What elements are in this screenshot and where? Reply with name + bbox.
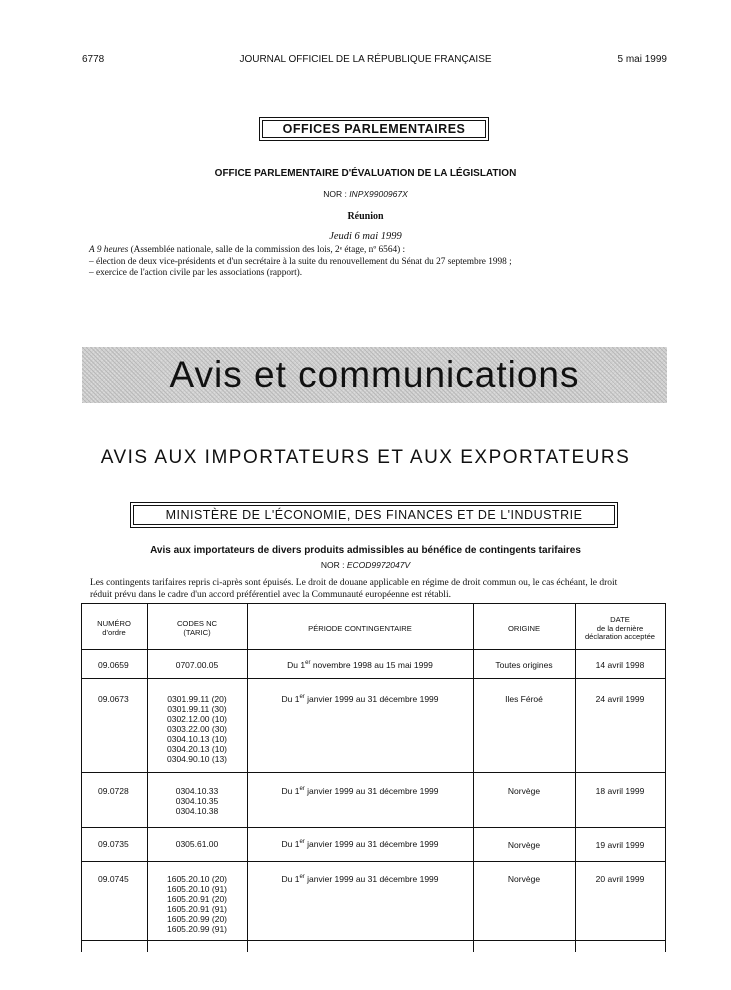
header-date-line: de la dernière bbox=[596, 623, 644, 633]
agenda-time: A 9 heures bbox=[89, 245, 129, 255]
row-numero: 09.0659 bbox=[98, 660, 129, 670]
row-date: 19 avril 1999 bbox=[595, 840, 645, 850]
row-periode bbox=[247, 874, 473, 884]
row-origine: Norvège bbox=[507, 840, 541, 850]
row-codes bbox=[147, 694, 247, 764]
periode-sup: er bbox=[299, 839, 305, 845]
meeting-date: Jeudi 6 mai 1999 bbox=[329, 231, 402, 242]
row-date: 20 avril 1999 bbox=[595, 874, 645, 884]
periode-part: janvier 1999 au 31 décembre 1999 bbox=[304, 839, 439, 849]
header-periode: PÉRIODE CONTINGENTAIRE bbox=[308, 624, 412, 633]
periode-part: Du 1 bbox=[281, 786, 300, 796]
section-banner bbox=[82, 347, 667, 403]
periode-part: janvier 1999 au 31 décembre 1999 bbox=[304, 786, 439, 796]
row-code: 0707.00.05 bbox=[175, 660, 219, 670]
banner-text: Avis et communications bbox=[169, 354, 580, 395]
row-numero: 09.0735 bbox=[98, 839, 129, 849]
row-codes bbox=[147, 874, 247, 934]
agenda-intro bbox=[89, 245, 689, 257]
row-code: 0304.10.35 bbox=[175, 796, 219, 806]
row-code: 0304.10.33 bbox=[175, 786, 219, 796]
periode-sup: er bbox=[299, 786, 305, 792]
periode-part: janvier 1999 au 31 décembre 1999 bbox=[304, 694, 439, 704]
journal-title: JOURNAL OFFICIEL DE LA RÉPUBLIQUE FRANÇAISE bbox=[239, 54, 492, 65]
row-code: 1605.20.10 (20) bbox=[166, 874, 228, 884]
row-code: 1605.20.91 (20) bbox=[166, 894, 228, 904]
header-date bbox=[575, 616, 665, 642]
row-code: 0305.61.00 bbox=[175, 839, 219, 849]
agenda-item: – élection de deux vice-présidents et d'un secrétaire à la suite du renouvellement du Sénat du 27 septembre 1998 ; bbox=[89, 256, 512, 267]
table-rule bbox=[81, 940, 666, 941]
row-origine: Iles Féroé bbox=[505, 694, 543, 704]
page-number: 6778 bbox=[82, 54, 105, 65]
row-code: 0304.10.13 (10) bbox=[166, 734, 228, 744]
header-numero-line: NUMÉRO bbox=[97, 619, 131, 628]
table-rule bbox=[81, 604, 82, 952]
row-numero: 09.0728 bbox=[98, 786, 129, 796]
header-codes-line: CODES NC bbox=[176, 619, 218, 628]
table-rule bbox=[665, 604, 666, 952]
ministry-heading: MINISTÈRE DE L'ÉCONOMIE, DES FINANCES ET DE L'INDUSTRIE bbox=[130, 502, 618, 528]
row-code: 0304.90.10 (13) bbox=[166, 754, 228, 764]
table-rule bbox=[81, 827, 666, 828]
offices-parlementaires-heading: OFFICES PARLEMENTAIRES bbox=[259, 117, 489, 141]
periode-part: Du 1 bbox=[281, 874, 300, 884]
nor-reference-2 bbox=[0, 560, 731, 570]
row-code: 1605.20.91 (91) bbox=[166, 904, 228, 914]
header-origine: ORIGINE bbox=[507, 624, 541, 633]
periode-sup: er bbox=[299, 874, 305, 880]
row-code: 1605.20.99 (20) bbox=[166, 914, 228, 924]
row-codes bbox=[147, 660, 247, 670]
row-code: 0302.12.00 (10) bbox=[166, 714, 228, 724]
row-code: 0303.22.00 (30) bbox=[166, 724, 228, 734]
periode-part: novembre 1998 au 15 mai 1999 bbox=[310, 660, 433, 670]
avis-subtitle: Avis aux importateurs de divers produits admissibles au bénéfice de contingents tarifaires bbox=[150, 545, 581, 556]
header-numero-line: d'ordre bbox=[102, 627, 126, 637]
table-rule bbox=[575, 604, 576, 952]
row-periode bbox=[247, 786, 473, 796]
row-numero: 09.0745 bbox=[98, 874, 129, 884]
row-code: 0304.20.13 (10) bbox=[166, 744, 228, 754]
reunion-heading: Réunion bbox=[347, 211, 384, 222]
periode-part: Du 1 bbox=[281, 694, 300, 704]
row-origine: Toutes origines bbox=[495, 660, 553, 670]
row-origine: Norvège bbox=[507, 874, 541, 884]
periode-part: janvier 1999 au 31 décembre 1999 bbox=[304, 874, 439, 884]
table-rule bbox=[81, 861, 666, 862]
header-codes-line: (TARIC) bbox=[183, 627, 211, 637]
nor-label: NOR : bbox=[323, 189, 347, 199]
agenda-item: – exercice de l'action civile par les associations (rapport). bbox=[89, 268, 303, 279]
header-date-line: DATE bbox=[610, 615, 630, 624]
row-code: 1605.20.99 (91) bbox=[166, 924, 228, 934]
quota-table bbox=[81, 603, 666, 952]
table-rule bbox=[473, 604, 474, 952]
table-rule bbox=[247, 604, 248, 952]
avis-title: AVIS AUX IMPORTATEURS ET AUX EXPORTATEURS bbox=[100, 447, 631, 468]
row-periode bbox=[247, 839, 473, 849]
row-date: 24 avril 1999 bbox=[595, 694, 645, 704]
table-rule bbox=[81, 649, 666, 650]
row-code: 1605.20.10 (91) bbox=[166, 884, 228, 894]
nor-label: NOR : bbox=[320, 560, 345, 570]
agenda bbox=[89, 245, 689, 280]
row-code: 0301.99.11 (20) bbox=[167, 694, 227, 704]
row-periode bbox=[247, 660, 473, 670]
row-numero: 09.0673 bbox=[98, 694, 129, 704]
table-rule bbox=[81, 772, 666, 773]
periode-part: Du 1 bbox=[287, 660, 306, 670]
periode-sup: er bbox=[305, 660, 311, 666]
header-date-line: déclaration acceptée bbox=[584, 632, 656, 642]
header-numero bbox=[81, 620, 147, 637]
row-codes bbox=[147, 786, 247, 816]
intro-line: Les contingents tarifaires repris ci-après sont épuisés. Le droit de douane applicable en régime de droit commun ou, le cas échéant, le droit bbox=[90, 578, 618, 588]
table-rule bbox=[81, 678, 666, 679]
row-periode bbox=[247, 694, 473, 704]
issue-date: 5 mai 1999 bbox=[617, 54, 667, 65]
agenda-location: (Assemblée nationale, salle de la commission des lois, 2ᵉ étage, nº 6564) : bbox=[128, 245, 406, 255]
periode-part: Du 1 bbox=[281, 839, 300, 849]
nor-code: ECOD9972047V bbox=[346, 560, 411, 570]
row-code: 0304.10.38 bbox=[175, 806, 219, 816]
row-date: 18 avril 1999 bbox=[595, 786, 645, 796]
row-origine: Norvège bbox=[507, 786, 541, 796]
nor-code: INPX9900967X bbox=[349, 189, 408, 199]
header-codes bbox=[147, 620, 247, 637]
row-date: 14 avril 1998 bbox=[595, 660, 645, 670]
periode-sup: er bbox=[299, 694, 305, 700]
office-title: OFFICE PARLEMENTAIRE D'ÉVALUATION DE LA LÉGISLATION bbox=[214, 168, 517, 179]
row-code: 0301.99.11 (30) bbox=[167, 704, 227, 714]
intro-line: réduit prévu dans le cadre d'un accord préférentiel avec la Communauté européenne est rétabli. bbox=[90, 589, 451, 600]
row-codes bbox=[147, 839, 247, 849]
intro-paragraph bbox=[90, 578, 670, 601]
nor-reference-1 bbox=[0, 189, 731, 199]
